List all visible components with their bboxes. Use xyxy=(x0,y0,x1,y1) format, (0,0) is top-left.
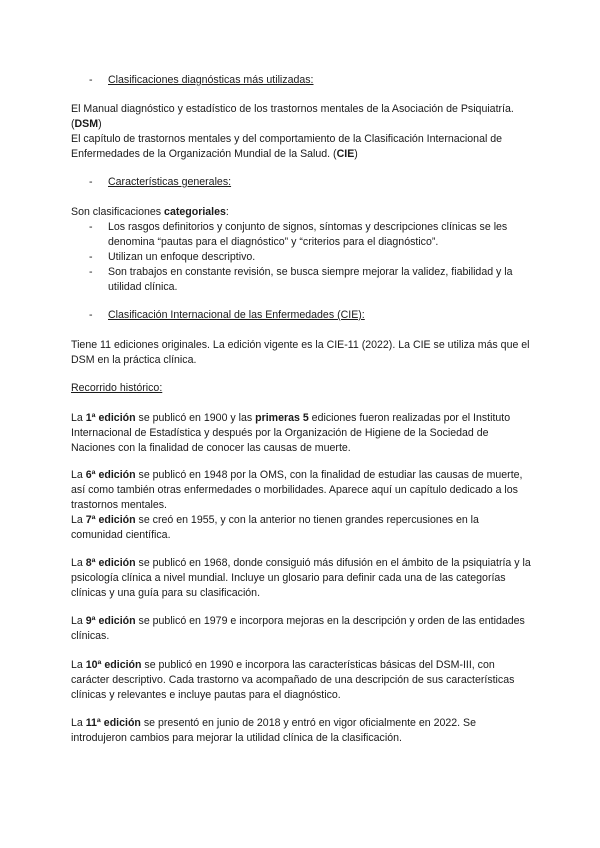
edition-7: La 7ª edición se creó en 1955, y con la anterior no tienen grandes repercusiones en la comunidad científica. xyxy=(71,514,479,541)
edition-6-7 xyxy=(71,468,531,543)
cie-line: El capítulo de trastornos mentales y del comportamiento de la Clasificación Internacional de Enfermedades de la Organización Mundial de la Salud. (CIE) xyxy=(71,133,503,160)
dsm-paragraph xyxy=(71,102,531,162)
edition-1: La 1ª edición se publicó en 1900 y las primeras 5 ediciones fueron realizadas por el Instituto Internacional de Estadística y después por la Organización de Higiene de la Sociedad de Naciones con la finalidad de conocer las causas de muerte. xyxy=(71,412,511,454)
list-item: - Utilizan un enfoque descriptivo. xyxy=(89,251,256,263)
edition-9: La 9ª edición se publicó en 1979 e incorpora mejoras en la descripción y orden de las entidades clínicas. xyxy=(71,615,525,642)
list-item: - Son trabajos en constante revisión, se busca siempre mejorar la validez, fiabilidad y la utilidad clínica. xyxy=(89,266,513,293)
bullet-list xyxy=(89,220,531,295)
edition-10: La 10ª edición se publicó en 1990 e incorpora las características básicas del DSM-III, con carácter descriptivo. Cada trastorno va acompañado de una descripción de sus características clínicas y relevantes e incluye pautas para el diagnóstico. xyxy=(71,659,515,701)
heading-text: Clasificación Internacional de las Enfermedades (CIE): xyxy=(108,309,365,321)
son-clasificaciones: Son clasificaciones categoriales: xyxy=(71,206,229,218)
list-item: - Los rasgos definitorios y conjunto de signos, síntomas y descripciones clínicas se les denomina “pautas para el diagnóstico” y “criterios para el diagnóstico”. xyxy=(89,221,508,248)
edition-6: La 6ª edición se publicó en 1948 por la OMS, con la finalidad de estudiar las causas de muerte, así como también otras enfermedades o morbilidades. Aparece aquí un capítulo dedicado a los trastornos mentales. xyxy=(71,469,523,511)
document-page: - Clasificaciones diagnósticas más utilizadas: El Manual diagnóstico y estadístico de los trastornos mentales de la Asociación de Psiquiatría. (DSM) El capítulo de trastornos mentales y del comportamiento de la Clasificación Internacional de Enfermedades de la Organización Mundial de la Salud. (CIE) - Características generales: Son clasificaciones categoriales: - Los rasgos definitorios y conjunto de signos, síntomas y descripciones clínicas se les denomina “pautas para el diagnóstico” y “criterios para el diagnóstico”. - Utilizan un enfoque descriptivo. - Son trabajos en constante revisión, se busca siempre mejorar la validez, fiabilidad y la utilidad clínica. - Clasificación Internacional de las Enfermedades (CIE): Tiene 11 ediciones originales. La edición vigente es la CIE-11 (2022). La CIE se utiliza más que el DSM en la práctica clínica. Recorrido histórico: La 1ª edición se publicó en 1900 y las primeras 5 ediciones fueron realizadas por el Instituto Internacional de Estadística y después por la Organización de Higiene de la Sociedad de Naciones con la finalidad de conocer las causas de muerte. La 6ª edición se publicó en 1948 por la OMS, con la finalidad de estudiar las causas de muerte, así como también otras enfermedades o morbilidades. Aparece aquí un capítulo dedicado a los trastornos mentales. La 7ª edición se creó en 1955, y con la anterior no tienen grandes repercusiones en la comunidad científica. La 8ª edición se publicó en 1968, donde consiguió más difusión en el ámbito de la psiquiatría y la psicología clínica a nivel mundial. Incluye un glosario para definir cada una de las categorías clínicas y una guía para su clasificación. La 9ª edición se publicó en 1979 e incorpora mejoras en la descripción y orden de las entidades clínicas. La 10ª edición se publicó en 1990 e incorpora las características básicas del DSM-III, con carácter descriptivo. Cada trastorno va acompañado de una descripción de sus características clínicas y relevantes e incluye pautas para el diagnóstico. La 11ª edición se presentó en junio de 2018 y entró en vigor oficialmente en 2022. Se introdujeron cambios para mejorar la utilidad clínica de la clasificación. xyxy=(71,74,531,744)
cie-abbr: CIE xyxy=(336,148,355,160)
tiene-paragraph: Tiene 11 ediciones originales. La edición vigente es la CIE-11 (2022). La CIE se utiliza más que el DSM en la práctica clínica. xyxy=(71,339,530,366)
heading-text: Clasificaciones diagnósticas más utilizadas: xyxy=(108,74,314,86)
heading-text: Características generales: xyxy=(108,176,232,188)
dsm-line: El Manual diagnóstico y estadístico de los trastornos mentales de la Asociación de Psiquiatría. (DSM) xyxy=(71,103,514,130)
recorrido-heading: Recorrido histórico: xyxy=(71,382,163,394)
edition-11: La 11ª edición se presentó en junio de 2018 y entró en vigor oficialmente en 2022. Se introdujeron cambios para mejorar la utilidad clínica de la clasificación. xyxy=(71,717,476,744)
dsm-abbr: DSM xyxy=(74,118,99,130)
edition-8: La 8ª edición se publicó en 1968, donde consiguió más difusión en el ámbito de la psiquiatría y la psicología clínica a nivel mundial. Incluye un glosario para definir cada una de las categorías clínicas y una guía para su clasificación. xyxy=(71,557,531,599)
